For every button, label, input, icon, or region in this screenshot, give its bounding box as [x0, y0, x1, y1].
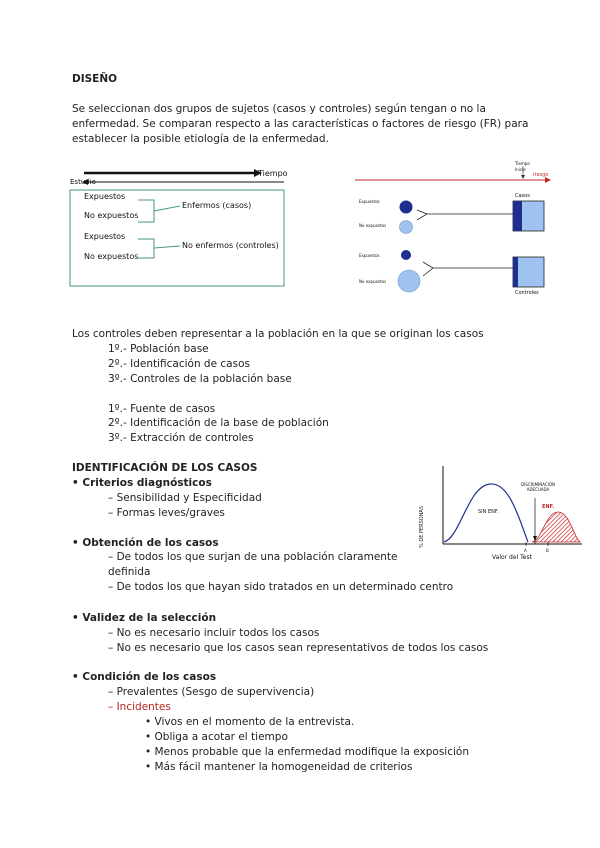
list-item: – No es necesario que los casos sean representativos de todos los casos [108, 642, 489, 654]
risk-label: riesgo [533, 172, 549, 178]
healthy-label: SIN ENF. [478, 509, 499, 515]
disease-label: ENF. [542, 504, 555, 510]
subsection-title: • Validez de la selección [72, 612, 217, 624]
list-item: – Prevalentes (Sesgo de supervivencia) [108, 686, 315, 698]
sub-bullet: • Obliga a acotar el tiempo [145, 731, 288, 743]
unexposed-label: No expuestos [359, 279, 387, 284]
list-item: 2º.- Identificación de casos [108, 358, 250, 370]
scheme-graphics [355, 158, 555, 298]
controls-intro: Los controles deben representar a la población en la que se originan los casos [72, 328, 484, 340]
tick-a-label: A [524, 548, 527, 553]
exposed-label: Expuestos [84, 192, 126, 201]
tick-b-label: B [546, 548, 549, 553]
controls-group-label: No enfermos (controles) [182, 241, 279, 250]
list-item-continued: definida [108, 566, 151, 578]
sub-bullet: • Más fácil mantener la homogeneidad de criterios [145, 761, 413, 773]
unexposed-label: No expuestos [359, 223, 387, 228]
list-item: – Sensibilidad y Especificidad [108, 492, 262, 504]
start-note: Inicio [515, 167, 526, 172]
sub-bullet: • Menos probable que la enfermedad modifique la exposición [145, 746, 469, 758]
intro-line: establecer la posible etiología de la enfermedad. [72, 133, 329, 145]
unexposed-label: No expuestos [84, 252, 139, 261]
list-item: 3º.- Extracción de controles [108, 432, 254, 444]
list-item-highlight: – Incidentes [108, 701, 171, 713]
x-axis-label: Valor del Test [492, 554, 532, 561]
list-item: 2º.- Identificación de la base de población [108, 417, 329, 429]
y-axis-label: % DE PERSONAS [419, 505, 425, 548]
threshold-label: DISCRIMINACIÓN ADECUADA [521, 482, 555, 492]
section-title: IDENTIFICACIÓN DE LOS CASOS [72, 462, 258, 474]
time-note: Tiempo [515, 161, 530, 166]
sub-bullet: • Vivos en el momento de la entrevista. [145, 716, 355, 728]
list-item: – No es necesario incluir todos los casos [108, 627, 320, 639]
time-label: Tiempo [258, 169, 288, 178]
distribution-graphic [420, 462, 590, 564]
unexposed-label: No expuestos [84, 211, 139, 220]
diagram-lines [68, 168, 286, 288]
list-item: 1º.- Población base [108, 343, 209, 355]
list-item: 3º.- Controles de la población base [108, 373, 292, 385]
subsection-title: • Obtención de los casos [72, 537, 219, 549]
list-item: 1º.- Fuente de casos [108, 403, 216, 415]
intro-line: enfermedad. Se comparan respecto a las características o factores de riesgo (FR) para [72, 118, 529, 130]
cases-label: Casos [515, 193, 530, 199]
exposed-label: Expuestos [84, 232, 126, 241]
case-control-scheme [355, 158, 555, 298]
study-label: Estudio [70, 178, 96, 186]
exposed-label: Expuestos [359, 199, 380, 204]
subsection-title: • Condición de los casos [72, 671, 217, 683]
case-control-diagram [68, 168, 286, 288]
list-item: – Formas leves/graves [108, 507, 225, 519]
section-heading: DISEÑO [72, 73, 118, 85]
intro-line: Se seleccionan dos grupos de sujetos (casos y controles) según tengan o no la [72, 103, 486, 115]
cases-group-label: Enfermos (casos) [182, 201, 252, 210]
controls-label: Controles [515, 290, 539, 296]
exposed-label: Expuestos [359, 253, 380, 258]
list-item: – De todos los que hayan sido tratados en un determinado centro [108, 581, 454, 593]
list-item: – De todos los que surjan de una población claramente [108, 551, 398, 563]
test-distribution-figure [420, 462, 590, 564]
subsection-title: • Criterios diagnósticos [72, 477, 212, 489]
